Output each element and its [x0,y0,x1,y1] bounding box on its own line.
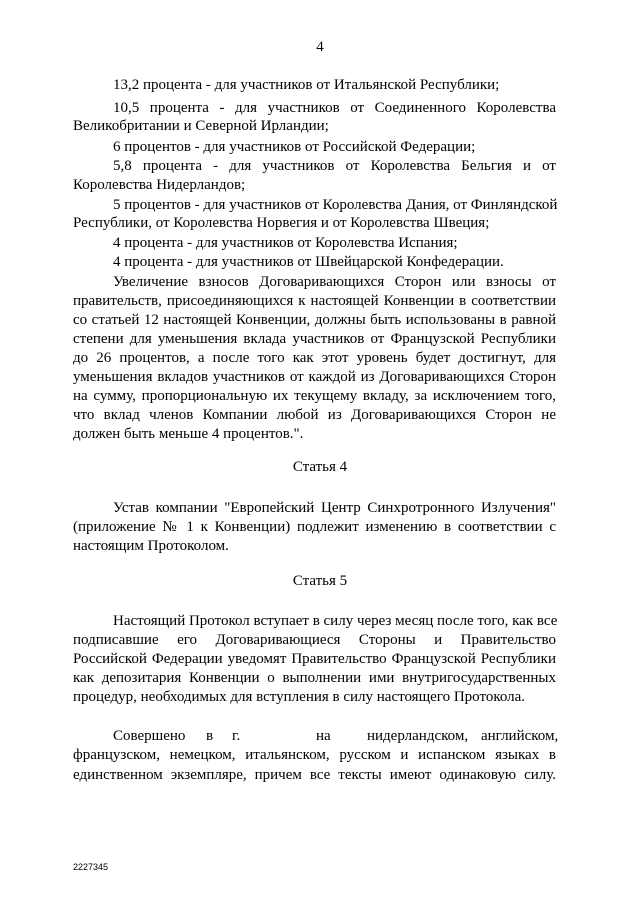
paragraph-line: что вклад членов Компании любой из Договаривающихся Сторон не [73,407,556,423]
done-word-5: нидерландском, [367,728,469,744]
article-4-line: настоящим Протоколом. [73,538,229,554]
list-item-belgium-line2: Королевства Нидерландов; [73,177,246,193]
done-line: французском, немецком, итальянском, русском и испанском языках в [73,747,556,763]
article-4-title: Статья 4 [292,459,348,475]
list-item-switzerland: 4 процента - для участников от Швейцарской Конфедерации. [113,254,504,270]
done-word-2: в [206,728,214,744]
done-line: единственном экземпляре, причем все тексты имеют одинаковую силу. [73,767,556,783]
list-item-uk-line2: Великобритании и Северной Ирландии; [73,118,329,134]
page-number: 4 [316,39,324,55]
article-5-title: Статья 5 [292,573,348,589]
done-word-4: на [316,728,331,744]
article-5-line: Настоящий Протокол вступает в силу через месяц после того, как все [113,613,558,629]
list-item-russia: 6 процентов - для участников от Российской Федерации; [113,139,476,155]
article-4-line: (приложение № 1 к Конвенции) подлежит изменению в соответствии с [73,519,556,535]
article-5-line: как депозитария Конвенции о выполнении ими внутригосударственных [73,670,556,686]
paragraph-line: со статьей 12 настоящей Конвенции, должны быть использованы в равной [73,312,556,328]
list-item-italy: 13,2 процента - для участников от Итальянской Республики; [113,77,500,93]
paragraph-line: Увеличение взносов Договаривающихся Сторон или взносы от [113,274,556,290]
done-word-1: Совершено [113,728,186,744]
list-item-nordic-line1: 5 процентов - для участников от Королевства Дания, от Финляндской [113,197,558,213]
list-item-spain: 4 процента - для участников от Королевства Испания; [113,235,458,251]
done-word-6: английском, [481,728,559,744]
list-item-belgium-line1: 5,8 процента - для участников от Королевства Бельгия и от [113,158,556,174]
paragraph-line: на сумму, пропорциональную их текущему вкладу, за исключением того, [73,388,556,404]
paragraph-line: степени для уменьшения вклада участников от Французской Республики [73,331,556,347]
article-5-line: подписавшие его Договаривающиеся Стороны и Правительство [73,632,556,648]
paragraph-line: уменьшения вкладов участников от каждой из Договаривающихся Сторон [73,369,556,385]
paragraph-line: должен быть меньше 4 процентов.". [73,426,304,442]
article-5-line: Российской Федерации уведомят Правительство Французской Республики [73,651,556,667]
paragraph-line: до 26 процентов, а после того как этот уровень будет достигнут, для [73,350,556,366]
article-4-line: Устав компании "Европейский Центр Синхротронного Излучения" [113,500,556,516]
article-5-line: процедур, необходимых для вступления в силу настоящего Протокола. [73,689,526,705]
document-code: 2227345 [73,862,109,872]
paragraph-line: правительств, присоединяющихся к настоящей Конвенции в соответствии [73,293,556,309]
done-word-3: г. [232,728,241,744]
list-item-nordic-line2: Республики, от Королевства Норвегия и от Королевства Швеция; [73,215,490,231]
list-item-uk-line1: 10,5 процента - для участников от Соединенного Королевства [113,100,556,116]
